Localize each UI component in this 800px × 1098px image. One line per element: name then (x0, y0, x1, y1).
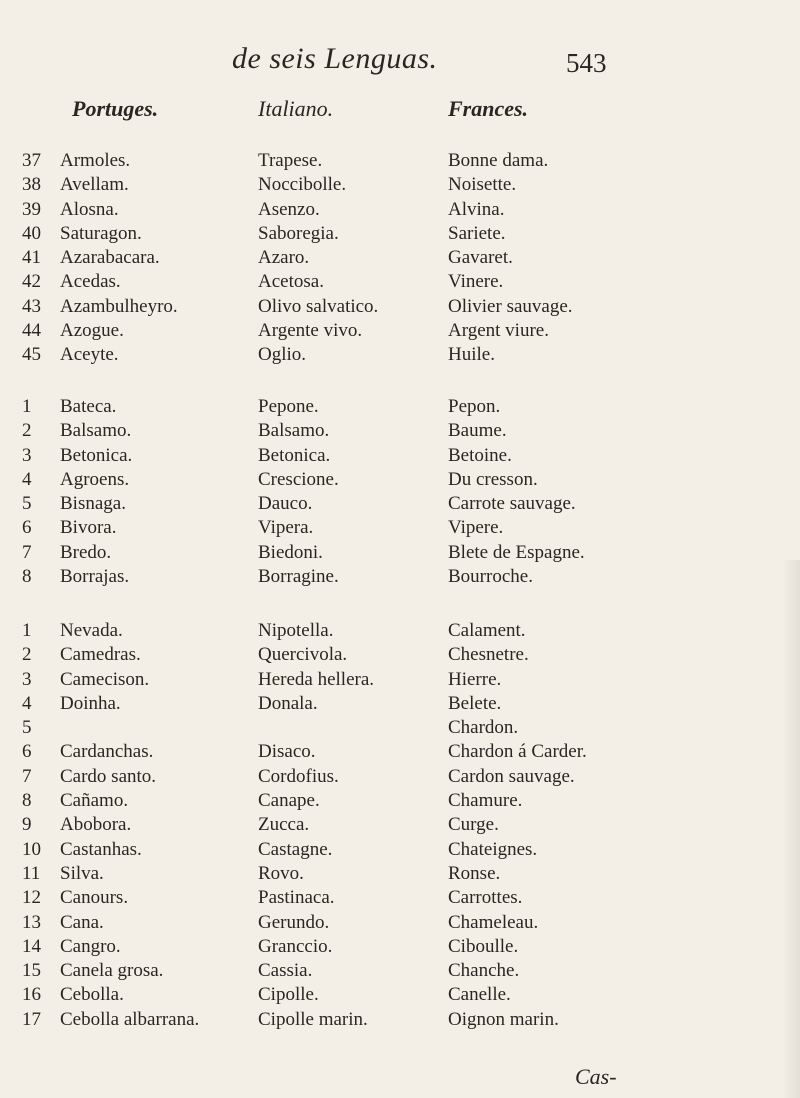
portuguese-term: Canela grosa. (60, 960, 164, 982)
entry-number: 17 (22, 1008, 41, 1030)
column-header-french: Frances. (448, 96, 529, 121)
list-item (0, 936, 800, 960)
portuguese-term: Camedras. (60, 644, 141, 666)
running-title: de seis Lenguas. (232, 42, 438, 75)
entry-number: 41 (22, 247, 41, 269)
italian-term: Dauco. (258, 493, 313, 515)
portuguese-term: Abobora. (60, 814, 132, 836)
french-term: Du cresson. (448, 468, 538, 490)
list-item (0, 766, 800, 790)
french-term: Vipere. (448, 517, 504, 539)
portuguese-term: Aceyte. (60, 344, 119, 366)
list-item (0, 887, 800, 911)
portuguese-term: Cebolla. (60, 984, 124, 1006)
list-item (0, 984, 800, 1008)
italian-term: Acetosa. (258, 271, 324, 293)
french-term: Vinere. (448, 271, 504, 293)
french-term: Huile. (448, 344, 495, 366)
french-term: Hierre. (448, 668, 502, 690)
french-term: Cardon sauvage. (448, 765, 575, 787)
french-term: Bonne dama. (448, 150, 549, 171)
entry-number: 42 (22, 271, 41, 293)
entry-number: 8 (22, 566, 32, 588)
french-term: Noisette. (448, 174, 517, 196)
italian-term: Canape. (258, 790, 320, 812)
italian-term: Donala. (258, 692, 318, 714)
list-item (0, 199, 800, 223)
entry-number: 8 (22, 790, 32, 812)
entry-number: 2 (22, 644, 32, 666)
portuguese-term: Bredo. (60, 541, 112, 563)
portuguese-term: Armoles. (60, 150, 131, 171)
entry-number: 12 (22, 887, 41, 909)
list-item (0, 174, 800, 198)
entry-number: 2 (22, 420, 32, 442)
french-term: Oignon marin. (448, 1008, 559, 1030)
entry-number: 5 (22, 717, 32, 739)
french-term: Ronse. (448, 862, 501, 884)
list-item (0, 517, 800, 541)
portuguese-term: Azarabacara. (60, 247, 160, 269)
portuguese-term: Acedas. (60, 271, 121, 293)
portuguese-term: Agroens. (60, 468, 130, 490)
entry-number: 7 (22, 765, 32, 787)
entry-number: 9 (22, 814, 32, 836)
italian-term: Cipolle. (258, 984, 319, 1006)
french-term: Carrottes. (448, 887, 523, 909)
french-term: Chameleau. (448, 911, 539, 933)
italian-term: Trapese. (258, 150, 323, 171)
italian-term: Crescione. (258, 468, 339, 490)
list-item (0, 644, 800, 668)
italian-term: Betonica. (258, 444, 331, 466)
french-term: Curge. (448, 814, 499, 836)
french-term: Betoine. (448, 444, 512, 466)
entry-number: 44 (22, 320, 41, 342)
page-number: 543 (566, 48, 607, 78)
italian-term: Rovo. (258, 862, 304, 884)
entry-number: 45 (22, 344, 41, 366)
entry-number: 15 (22, 960, 41, 982)
portuguese-term: Castanhas. (60, 838, 142, 860)
french-term: Gavaret. (448, 247, 513, 269)
entry-number: 6 (22, 741, 32, 763)
list-item (0, 741, 800, 765)
french-term: Pepon. (448, 396, 501, 417)
french-term: Sariete. (448, 222, 506, 244)
section-c (0, 620, 800, 1033)
italian-term: Castagne. (258, 838, 333, 860)
italian-term: Zucca. (258, 814, 310, 836)
section-a (0, 150, 800, 369)
french-term: Olivier sauvage. (448, 295, 573, 317)
italian-term: Cassia. (258, 960, 313, 982)
list-item (0, 839, 800, 863)
french-term: Canelle. (448, 984, 511, 1006)
french-term: Blete de Espagne. (448, 541, 585, 563)
italian-term: Asenzo. (258, 198, 320, 220)
list-item (0, 790, 800, 814)
column-header-portuguese: Portuges. (72, 96, 159, 121)
italian-term: Gerundo. (258, 911, 330, 933)
portuguese-term: Doinha. (60, 692, 121, 714)
portuguese-term: Azogue. (60, 320, 124, 342)
list-item (0, 1009, 800, 1033)
italian-term: Oglio. (258, 344, 307, 366)
italian-term: Vipera. (258, 517, 314, 539)
catchword: Cas- (575, 1064, 617, 1089)
entry-number: 3 (22, 444, 32, 466)
italian-term: Quercivola. (258, 644, 348, 666)
entry-number: 7 (22, 541, 32, 563)
list-item (0, 320, 800, 344)
french-term: Ciboulle. (448, 935, 519, 957)
portuguese-term: Bivora. (60, 517, 117, 539)
italian-term: Pepone. (258, 396, 319, 417)
entry-number: 4 (22, 692, 32, 714)
portuguese-term: Bateca. (60, 396, 117, 417)
portuguese-term: Betonica. (60, 444, 133, 466)
french-term: Chardon á Carder. (448, 741, 587, 763)
french-term: Calament. (448, 620, 526, 641)
french-term: Chesnetre. (448, 644, 529, 666)
italian-term: Olivo salvatico. (258, 295, 379, 317)
french-term: Chamure. (448, 790, 523, 812)
portuguese-term: Bisnaga. (60, 493, 126, 515)
italian-term: Saboregia. (258, 222, 339, 244)
entry-number: 5 (22, 493, 32, 515)
portuguese-term: Cana. (60, 911, 104, 933)
entry-number: 4 (22, 468, 32, 490)
italian-term: Disaco. (258, 741, 316, 763)
entry-number: 16 (22, 984, 41, 1006)
portuguese-term: Cebolla albarrana. (60, 1008, 200, 1030)
french-term: Belete. (448, 692, 502, 714)
entry-number: 3 (22, 668, 32, 690)
portuguese-term: Borrajas. (60, 566, 130, 588)
italian-term: Noccibolle. (258, 174, 347, 196)
entry-number: 37 (22, 150, 41, 171)
portuguese-term: Cangro. (60, 935, 121, 957)
list-item (0, 693, 800, 717)
french-term: Chanche. (448, 960, 520, 982)
list-item (0, 620, 800, 644)
column-header-italian: Italiano. (258, 96, 334, 121)
entry-number: 10 (22, 838, 41, 860)
list-item (0, 912, 800, 936)
italian-term: Granccio. (258, 935, 333, 957)
entry-number: 11 (22, 862, 41, 884)
french-term: Chardon. (448, 717, 519, 739)
section-b (0, 396, 800, 590)
list-item (0, 469, 800, 493)
entry-number: 43 (22, 295, 41, 317)
portuguese-term: Nevada. (60, 620, 123, 641)
italian-term: Cipolle marin. (258, 1008, 368, 1030)
french-term: Bourroche. (448, 566, 533, 588)
entry-number: 39 (22, 198, 41, 220)
italian-term: Cordofius. (258, 765, 339, 787)
list-item (0, 150, 800, 174)
portuguese-term: Cardanchas. (60, 741, 154, 763)
portuguese-term: Balsamo. (60, 420, 132, 442)
list-item (0, 271, 800, 295)
entry-number: 14 (22, 935, 41, 957)
list-item (0, 344, 800, 368)
list-item (0, 396, 800, 420)
portuguese-term: Saturagon. (60, 222, 142, 244)
french-term: Argent viure. (448, 320, 549, 342)
portuguese-term: Azambulheyro. (60, 295, 178, 317)
portuguese-term: Canours. (60, 887, 129, 909)
list-item (0, 223, 800, 247)
entry-number: 1 (22, 396, 32, 417)
portuguese-term: Cañamo. (60, 790, 129, 812)
list-item (0, 669, 800, 693)
entry-number: 38 (22, 174, 41, 196)
french-term: Alvina. (448, 198, 505, 220)
list-item (0, 566, 800, 590)
french-term: Chateignes. (448, 838, 538, 860)
french-term: Baume. (448, 420, 507, 442)
italian-term: Nipotella. (258, 620, 334, 641)
italian-term: Pastinaca. (258, 887, 335, 909)
list-item (0, 420, 800, 444)
portuguese-term: Alosna. (60, 198, 119, 220)
italian-term: Balsamo. (258, 420, 330, 442)
entry-number: 40 (22, 222, 41, 244)
list-item (0, 445, 800, 469)
italian-term: Biedoni. (258, 541, 323, 563)
entry-number: 13 (22, 911, 41, 933)
list-item (0, 960, 800, 984)
list-item (0, 247, 800, 271)
portuguese-term: Camecison. (60, 668, 150, 690)
list-item (0, 863, 800, 887)
entry-number: 6 (22, 517, 32, 539)
list-item (0, 493, 800, 517)
italian-term: Hereda hellera. (258, 668, 375, 690)
portuguese-term: Silva. (60, 862, 104, 884)
italian-term: Borragine. (258, 566, 339, 588)
list-item (0, 814, 800, 838)
list-item (0, 717, 800, 741)
list-item (0, 296, 800, 320)
italian-term: Azaro. (258, 247, 310, 269)
italian-term: Argente vivo. (258, 320, 363, 342)
french-term: Carrote sauvage. (448, 493, 576, 515)
portuguese-term: Avellam. (60, 174, 129, 196)
page-edge-shadow (782, 560, 800, 1098)
portuguese-term: Cardo santo. (60, 765, 157, 787)
entry-number: 1 (22, 620, 32, 641)
list-item (0, 542, 800, 566)
